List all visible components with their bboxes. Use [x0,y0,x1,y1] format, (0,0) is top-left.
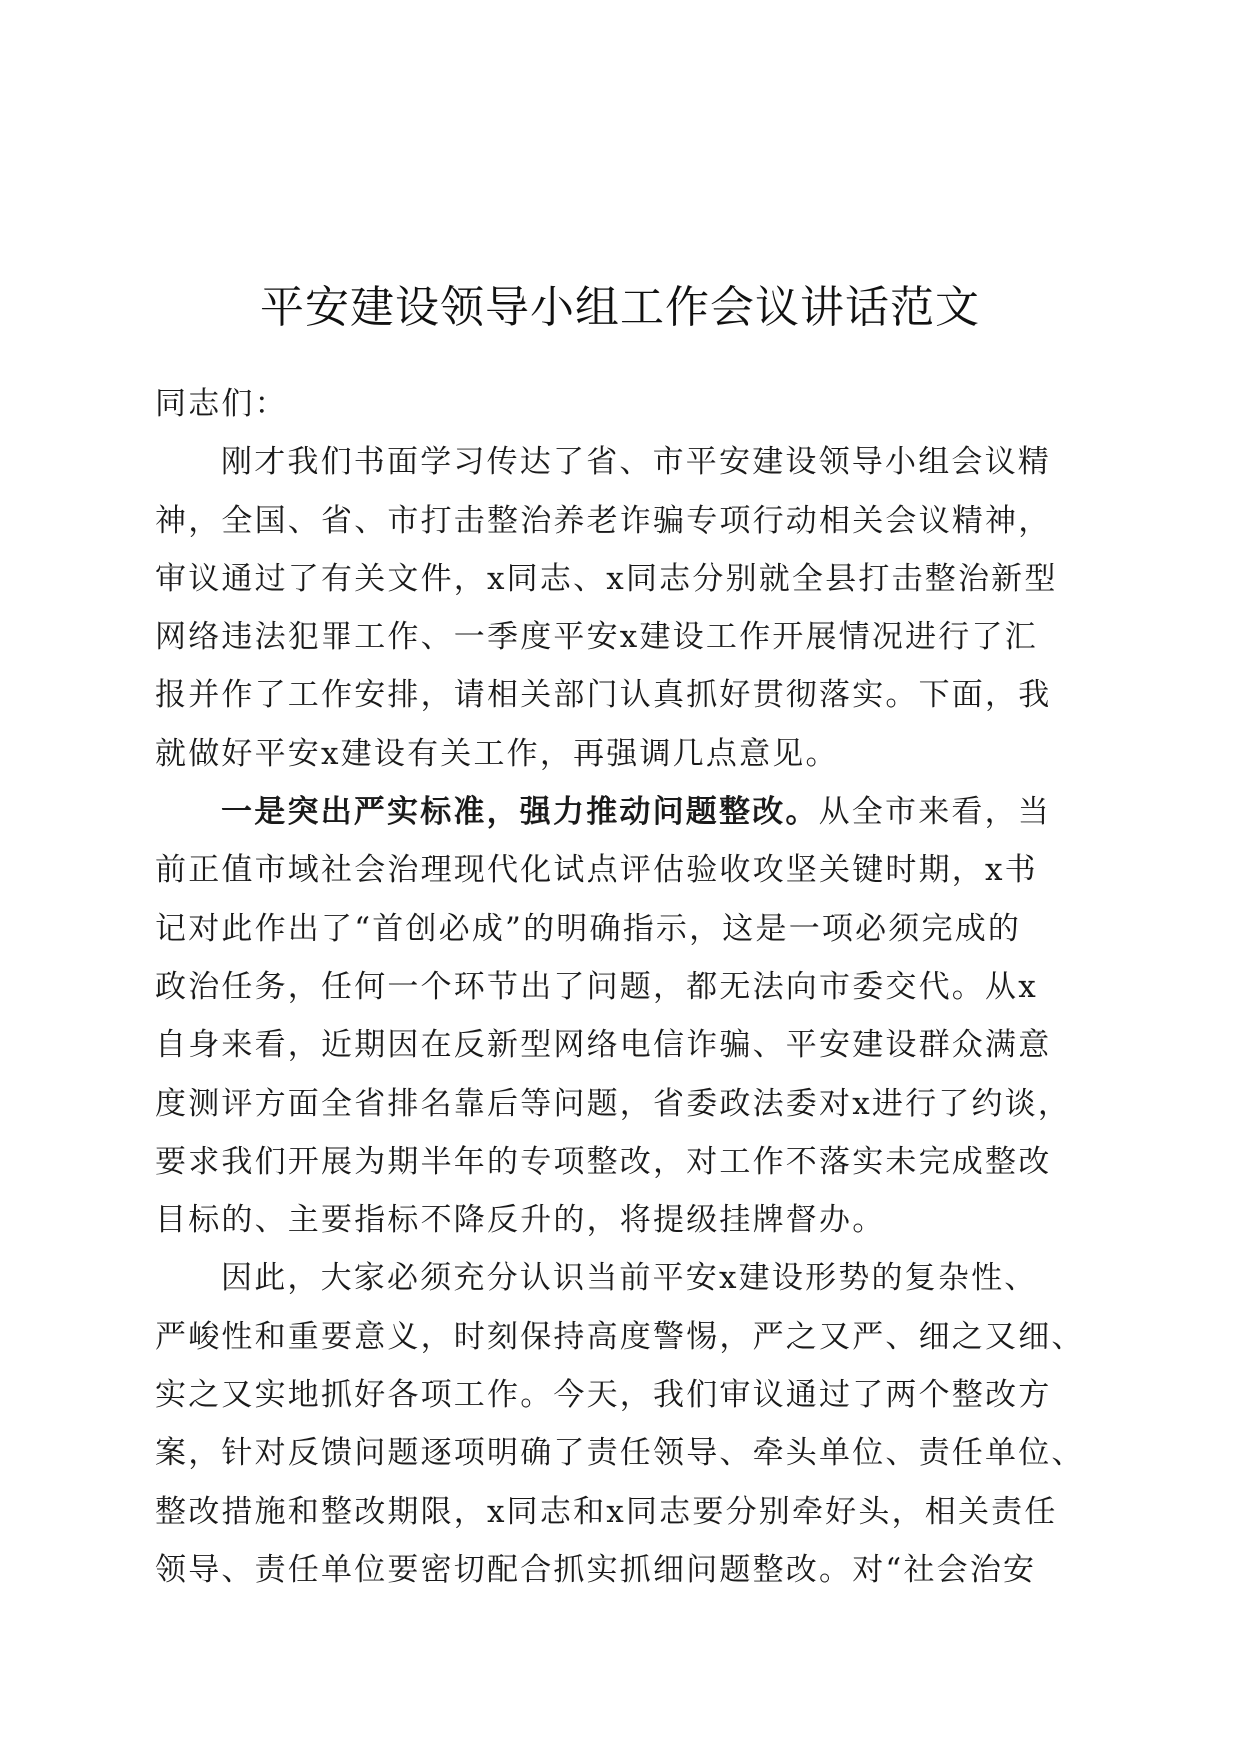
document-body [155,375,1085,1599]
paragraph-line: 报并作了工作安排，请相关部门认真抓好贯彻落实。下面，我 [155,677,1052,714]
paragraph-line: 严峻性和重要意义，时刻保持高度警惕，严之又严、细之又细、 [155,1318,1085,1355]
paragraph-line: 就做好平安x建设有关工作，再强调几点意见。 [155,735,839,772]
paragraph-line: 目标的、主要指标不降反升的，将提级挂牌督办。 [155,1202,886,1239]
paragraph-text: 从全市来看，当 [818,794,1052,831]
paragraph-line: 记对此作出了“首创必成”的明确指示，这是一项必须完成的 [155,910,1022,947]
paragraph-line: 度测评方面全省排名靠后等问题，省委政法委对x进行了约谈， [155,1085,1072,1122]
paragraph-line: 审议通过了有关文件，x同志、x同志分别就全县打击整治新型 [155,560,1058,597]
paragraph-line [155,783,1085,841]
salutation: 同志们： [155,386,288,422]
document-title: 平安建设领导小组工作会议讲话范文 [260,282,980,333]
paragraph-line: 前正值市域社会治理现代化试点评估验收攻坚关键时期，x书 [155,852,1038,889]
paragraph-line: 领导、责任单位要密切配合抓实抓细问题整改。对“社会治安 [155,1551,1037,1588]
paragraph-line: 刚才我们书面学习传达了省、市平安建设领导小组会议精 [221,444,1051,481]
paragraph-line: 要求我们开展为期半年的专项整改，对工作不落实未完成整改 [155,1143,1052,1180]
paragraph-line: 整改措施和整改期限，x同志和x同志要分别牵好头，相关责任 [155,1493,1058,1530]
paragraph-line: 实之又实地抓好各项工作。今天，我们审议通过了两个整改方 [155,1377,1052,1414]
paragraph-line: 案，针对反馈问题逐项明确了责任领导、牵头单位、责任单位、 [155,1435,1085,1472]
section-heading: 一是突出严实标准，强力推动问题整改。 [221,794,819,831]
paragraph-line: 神，全国、省、市打击整治养老诈骗专项行动相关会议精神， [155,502,1052,539]
paragraph-line: 自身来看，近期因在反新型网络电信诈骗、平安建设群众满意 [155,1027,1052,1064]
paragraph-line: 网络违法犯罪工作、一季度平安x建设工作开展情况进行了汇 [155,619,1038,656]
paragraph-line: 因此，大家必须充分认识当前平安x建设形势的复杂性、 [221,1260,1038,1297]
paragraph-line: 政治任务，任何一个环节出了问题，都无法向市委交代。从x [155,968,1038,1005]
